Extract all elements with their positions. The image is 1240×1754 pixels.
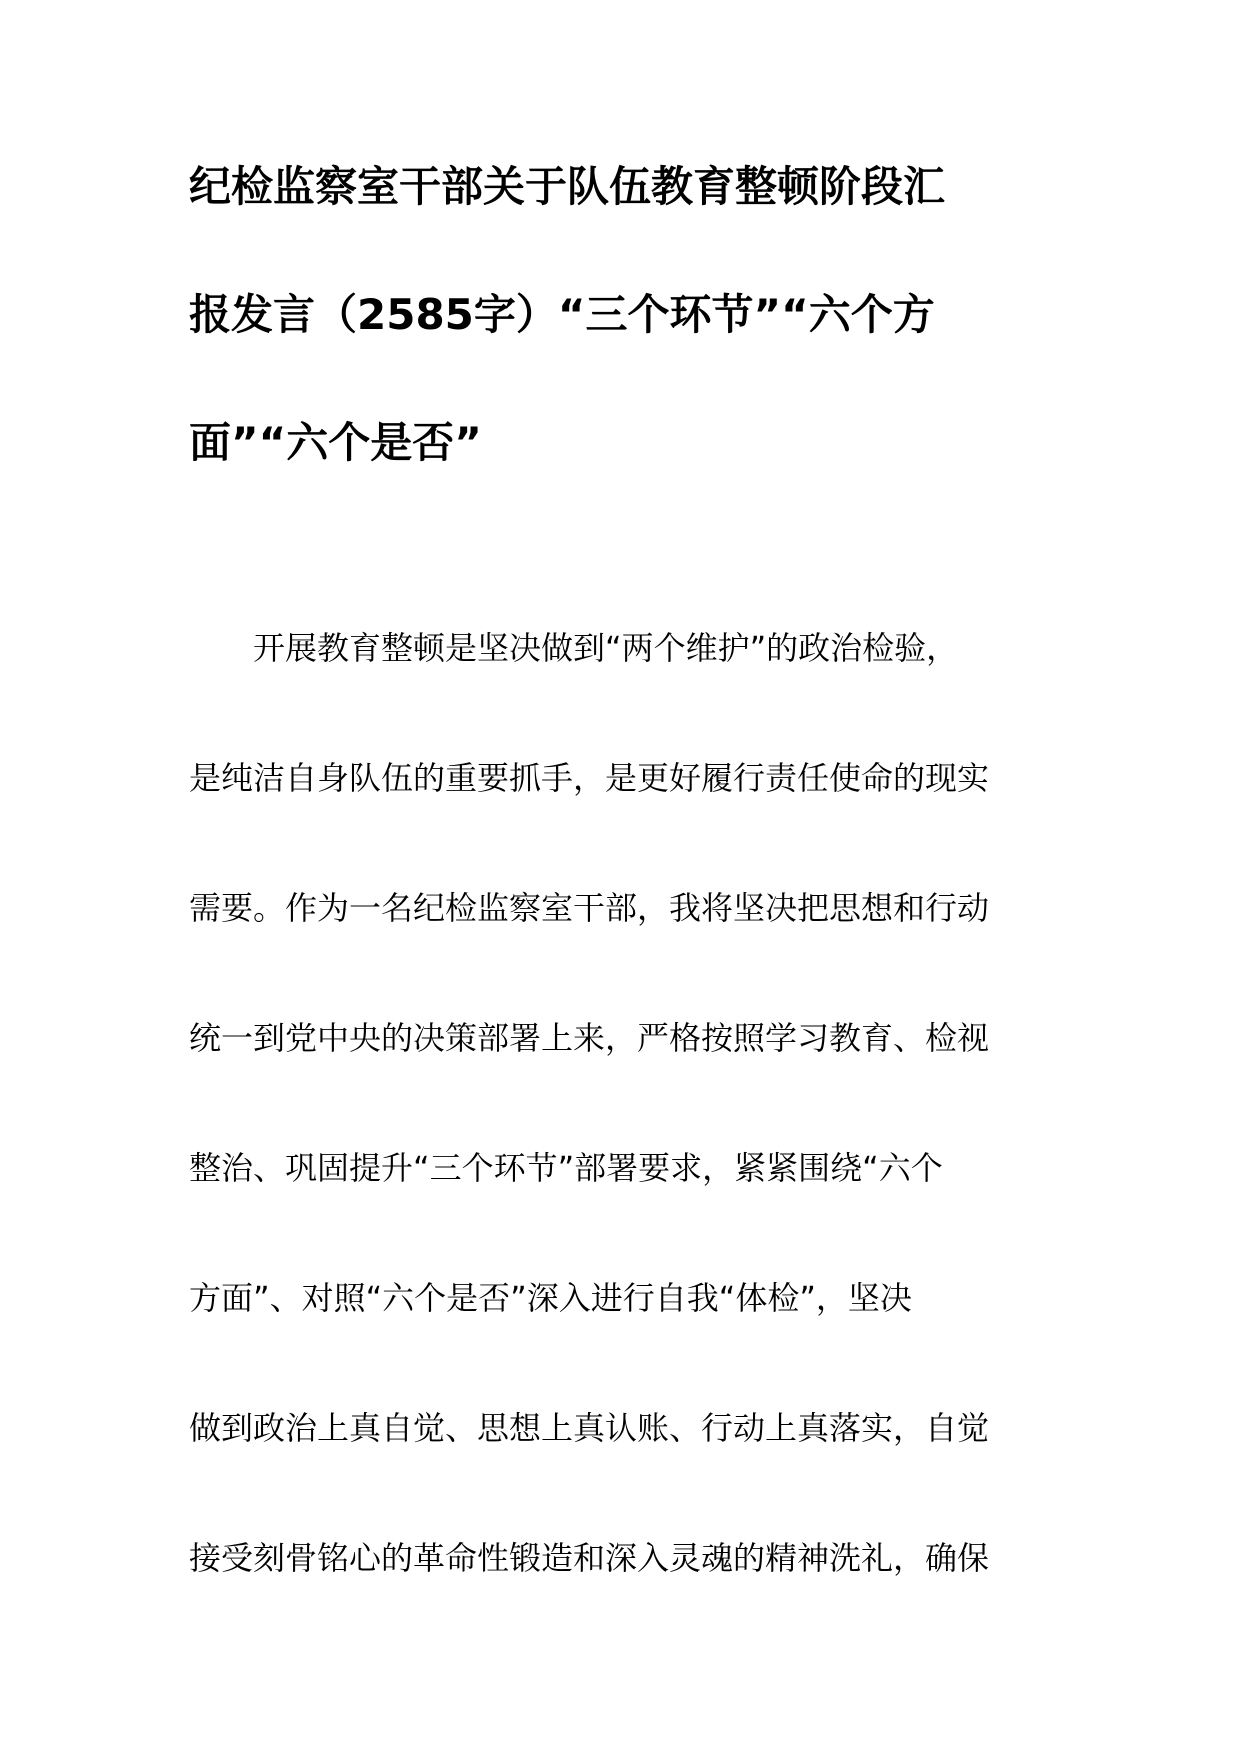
title-line-1: 纪检监察室干部关于队伍教育整顿阶段汇 — [189, 162, 946, 211]
document-title — [189, 162, 1031, 546]
body-line-1: 开展教育整顿是坚决做到“两个维护”的政治检验， — [253, 629, 959, 667]
body-line-4: 统一到党中央的决策部署上来，严格按照学习教育、检视 — [189, 1019, 990, 1057]
title-line-3: 面”“六个是否” — [189, 418, 482, 467]
body-line-8: 接受刻骨铭心的革命性锻造和深入灵魂的精神洗礼，确保 — [189, 1539, 990, 1577]
body-line-6: 方面”、对照“六个是否”深入进行自我“体检”，坚决 — [189, 1279, 912, 1317]
body-line-3: 需要。作为一名纪检监察室干部，我将坚决把思想和行动 — [189, 889, 990, 927]
body-line-7: 做到政治上真自觉、思想上真认账、行动上真落实，自觉 — [189, 1409, 990, 1447]
title-line-2: 报发言（2585字）“三个环节”“六个方 — [189, 290, 935, 339]
body-line-2: 是纯洁自身队伍的重要抓手，是更好履行责任使命的现实 — [189, 759, 990, 797]
body-paragraph — [189, 628, 1031, 1668]
body-line-5: 整治、巩固提升“三个环节”部署要求，紧紧围绕“六个 — [189, 1149, 943, 1187]
